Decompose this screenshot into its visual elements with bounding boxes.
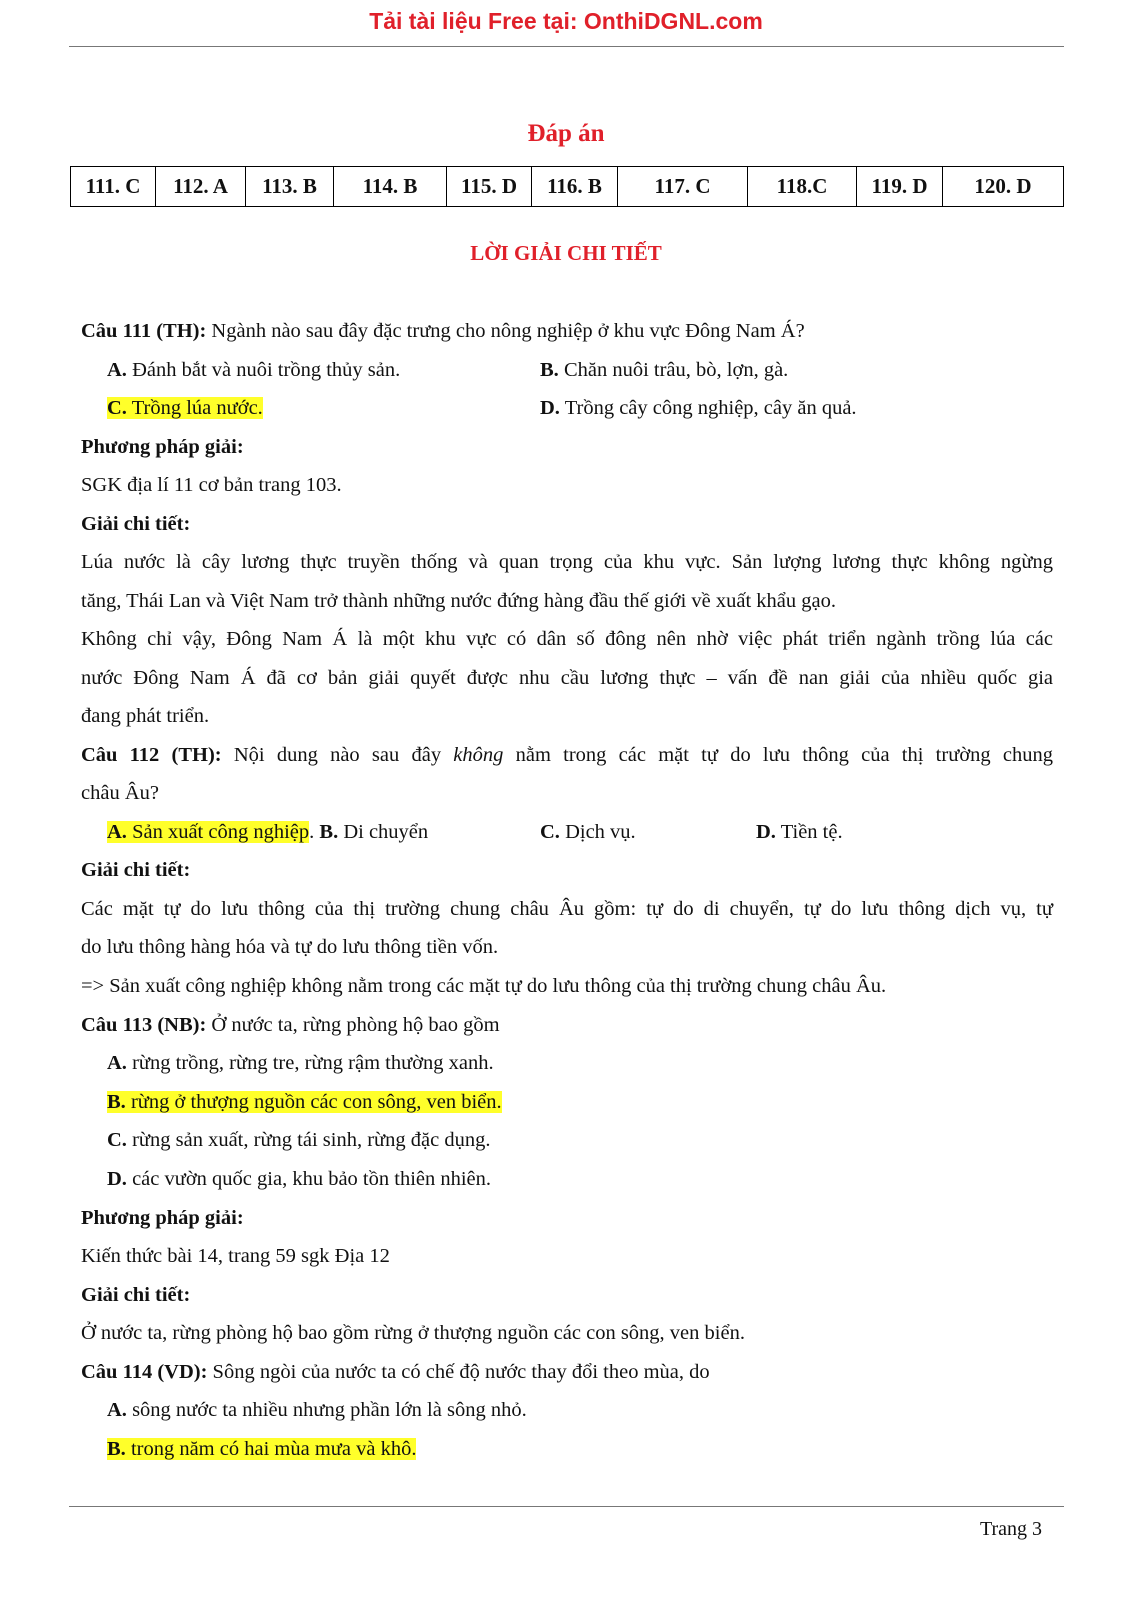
option-text: sông nước ta nhiều nhưng phần lớn là sông nhỏ. [126, 1399, 527, 1421]
option-letter: B. [107, 1438, 126, 1460]
option-d [540, 395, 857, 421]
option-a [107, 357, 400, 383]
answer-cell: 113. B [246, 167, 334, 207]
method-text: SGK địa lí 11 cơ bản trang 103. [81, 474, 342, 496]
detail-label: Giải chi tiết: [81, 859, 191, 881]
answer-cell: 120. D [943, 167, 1064, 207]
option-c [107, 1127, 490, 1153]
answer-row [71, 167, 1064, 207]
detail-line: do lưu thông hàng hóa và tự do lưu thông tiền vốn. [81, 936, 499, 958]
question-number: Câu 113 (NB): [81, 1014, 207, 1036]
option-text: Dịch vụ. [559, 821, 636, 843]
option-punct: . [309, 821, 315, 843]
detail-line: Lúa nước là cây lương thực truyền thống và quan trọng của khu vực. Sản lượng lương thực không ngừng [81, 551, 1053, 573]
question-emphasis: không [453, 744, 504, 766]
option-letter: A. [107, 821, 127, 843]
question-text: Sông ngòi của nước ta có chế độ nước thay đổi theo mùa, do [207, 1361, 710, 1383]
question-112 [81, 742, 1053, 768]
option-text: Trồng lúa nước. [126, 397, 263, 419]
question-114 [81, 1359, 710, 1385]
option-text: Trồng cây công nghiệp, cây ăn quả. [559, 397, 857, 419]
option-letter: A. [107, 1052, 127, 1074]
option-text: Chăn nuôi trâu, bò, lợn, gà. [558, 359, 789, 381]
option-letter: A. [107, 1399, 127, 1421]
option-a-correct [107, 819, 428, 845]
page-number: Trang 3 [980, 1518, 1043, 1540]
option-b-correct [107, 1436, 416, 1462]
detail-line: Ở nước ta, rừng phòng hộ bao gồm rừng ở thượng nguồn các con sông, ven biển. [81, 1322, 745, 1344]
option-text: rừng ở thượng nguồn các con sông, ven biển. [125, 1091, 502, 1113]
option-letter: D. [107, 1168, 127, 1190]
question-number: Câu 111 (TH): [81, 320, 207, 342]
option-d [107, 1166, 491, 1192]
answer-cell: 116. B [532, 167, 618, 207]
answers-title: Đáp án [527, 120, 605, 147]
answer-cell: 111. C [71, 167, 156, 207]
question-text: Ở nước ta, rừng phòng hộ bao gồm [206, 1014, 500, 1036]
question-text-line2: châu Âu? [81, 782, 159, 804]
option-b-correct [107, 1089, 502, 1115]
option-letter: B. [540, 359, 559, 381]
option-text: Sản xuất công nghiệp [126, 821, 310, 843]
option-letter: B. [107, 1091, 126, 1113]
answer-cell: 114. B [334, 167, 447, 207]
option-letter: C. [107, 397, 127, 419]
header-divider [69, 46, 1064, 47]
option-a [107, 1397, 527, 1423]
option-a [107, 1050, 494, 1076]
option-c [540, 819, 636, 845]
detail-line: Không chỉ vậy, Đông Nam Á là một khu vực có dân số đông nên nhờ việc phát triển ngành trồng lúa các [81, 628, 1053, 650]
option-c-correct [107, 395, 263, 421]
option-d [756, 819, 843, 845]
option-text: rừng sản xuất, rừng tái sinh, rừng đặc dụng. [126, 1129, 491, 1151]
method-text: Kiến thức bài 14, trang 59 sgk Địa 12 [81, 1245, 390, 1267]
option-b [540, 357, 788, 383]
option-text: Di chuyển [338, 821, 429, 843]
question-111 [81, 318, 805, 344]
detail-line: đang phát triển. [81, 705, 210, 727]
method-label: Phương pháp giải: [81, 1207, 244, 1229]
detail-label: Giải chi tiết: [81, 1284, 191, 1306]
question-text: Nội dung nào sau đây [221, 744, 454, 766]
option-letter: C. [540, 821, 560, 843]
method-label: Phương pháp giải: [81, 436, 244, 458]
answer-cell: 112. A [156, 167, 246, 207]
option-letter: C. [107, 1129, 127, 1151]
detail-line: Các mặt tự do lưu thông của thị trường chung châu Âu gồm: tự do di chuyển, tự do lưu thông dịch vụ, tự [81, 898, 1053, 920]
option-text: Đánh bắt và nuôi trồng thủy sản. [126, 359, 401, 381]
question-number: Câu 112 (TH): [81, 744, 222, 766]
question-number: Câu 114 (VD): [81, 1361, 208, 1383]
option-letter: D. [756, 821, 776, 843]
option-letter: D. [540, 397, 560, 419]
option-text: trong năm có hai mùa mưa và khô. [125, 1438, 417, 1460]
option-letter: A. [107, 359, 127, 381]
question-113 [81, 1012, 500, 1038]
option-letter: B. [319, 821, 339, 843]
detail-label: Giải chi tiết: [81, 513, 191, 535]
answer-cell: 119. D [857, 167, 943, 207]
question-text: Ngành nào sau đây đặc trưng cho nông nghiệp ở khu vực Đông Nam Á? [206, 320, 805, 342]
question-text: nằm trong các mặt tự do lưu thông của thị trường chung [503, 744, 1053, 766]
option-text: Tiền tệ. [775, 821, 843, 843]
detail-line: tăng, Thái Lan và Việt Nam trở thành những nước đứng hàng đầu thế giới về xuất khẩu gạo. [81, 590, 836, 612]
answer-cell: 115. D [447, 167, 532, 207]
answer-cell: 118.C [748, 167, 857, 207]
solutions-title: LỜI GIẢI CHI TIẾT [470, 241, 662, 265]
detail-line: nước Đông Nam Á đã cơ bản giải quyết được nhu cầu lương thực – vấn đề nan giải của nhiều quốc gia [81, 667, 1053, 689]
detail-line: => Sản xuất công nghiệp không nằm trong các mặt tự do lưu thông của thị trường chung châu Âu. [81, 975, 887, 997]
answer-cell: 117. C [618, 167, 748, 207]
footer-divider [69, 1506, 1064, 1507]
option-text: các vườn quốc gia, khu bảo tồn thiên nhiên. [126, 1168, 492, 1190]
site-header: Tải tài liệu Free tại: OnthiDGNL.com [369, 8, 763, 34]
answer-table [70, 166, 1064, 207]
option-text: rừng trồng, rừng tre, rừng rậm thường xanh. [126, 1052, 494, 1074]
